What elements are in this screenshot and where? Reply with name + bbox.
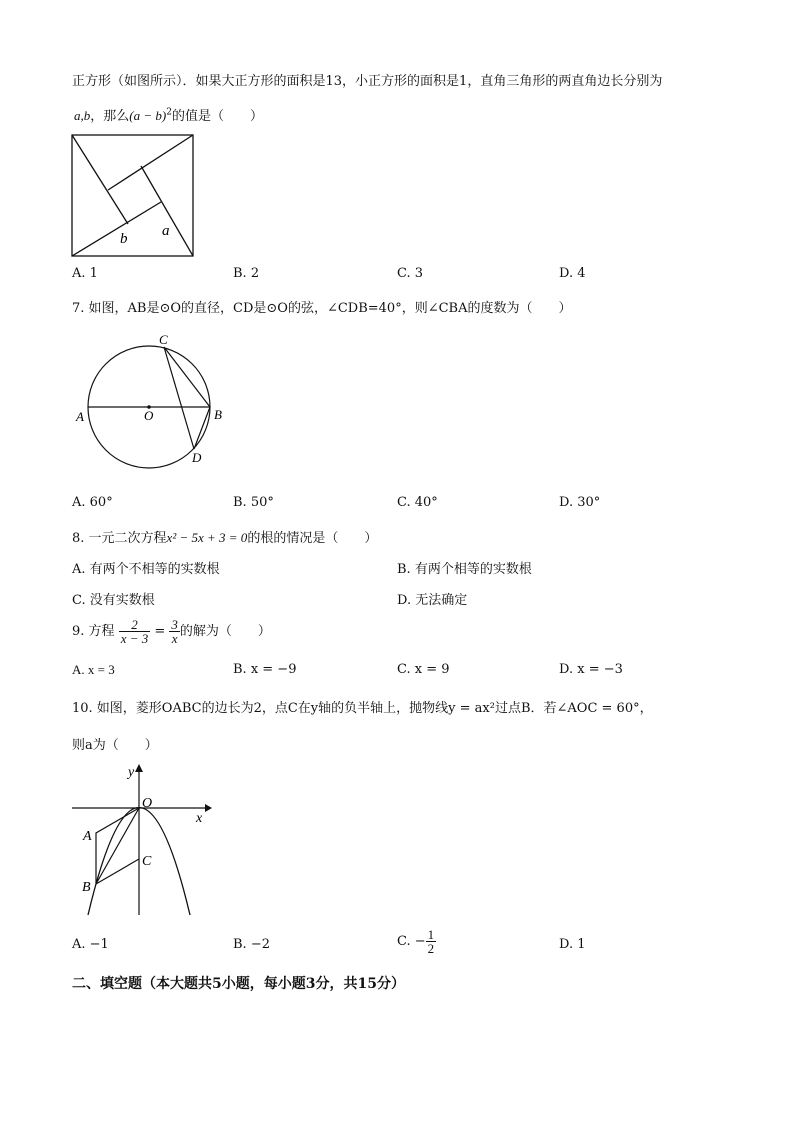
q8-option-a[interactable]: A. 有两个不相等的实数根 bbox=[72, 562, 220, 577]
q6-line2 bbox=[74, 105, 263, 124]
q6-sup: 2 bbox=[166, 107, 172, 118]
q9-stem-post: 的解为（ ） bbox=[179, 624, 271, 639]
q10-option-c-label: C. bbox=[397, 934, 411, 949]
q10-option-c-sign: − bbox=[414, 934, 426, 949]
q6-expr: (a − b) bbox=[129, 108, 167, 123]
q10-label-c: C bbox=[142, 854, 152, 869]
q10-optc-num: 1 bbox=[427, 927, 435, 942]
q10-option-c-fraction bbox=[426, 928, 437, 955]
q7-label-c: C bbox=[159, 332, 168, 347]
segment-ob bbox=[96, 808, 139, 884]
q7-stem: 7. 如图，AB是⊙O的直径，CD是⊙O的弦，∠CDB=40°，则∠CBA的度数为（ ） bbox=[72, 301, 572, 316]
q10-option-d[interactable]: D. 1 bbox=[559, 937, 586, 952]
q7-option-a[interactable]: A. 60° bbox=[72, 495, 113, 510]
q7-label-d: D bbox=[192, 450, 202, 465]
q8-stem-pre: 8. 一元二次方程 bbox=[72, 531, 167, 546]
q6-option-a[interactable]: A. 1 bbox=[72, 266, 98, 281]
section2-title: 二、填空题（本大题共5小题，每小题3分，共15分） bbox=[72, 976, 405, 992]
q6-option-d[interactable]: D. 4 bbox=[559, 266, 586, 281]
q6-line-1 bbox=[72, 135, 128, 224]
q8-option-c[interactable]: C. 没有实数根 bbox=[72, 593, 155, 608]
q8-option-d[interactable]: D. 无法确定 bbox=[397, 593, 468, 608]
chord-cb bbox=[164, 347, 210, 407]
q10-label-y: y bbox=[128, 765, 135, 780]
chord-cd bbox=[164, 347, 194, 449]
q10-label-a: A bbox=[83, 829, 92, 844]
q10-option-c[interactable] bbox=[397, 928, 436, 955]
q10-label-x: x bbox=[196, 811, 203, 826]
q6-option-b[interactable]: B. 2 bbox=[233, 266, 260, 281]
q9-fraction-1 bbox=[119, 618, 151, 645]
q7-label-b: B bbox=[214, 407, 222, 422]
q6-end: 的值是（ ） bbox=[171, 109, 263, 124]
q9-frac2-num: 3 bbox=[171, 617, 178, 632]
q7-option-b[interactable]: B. 50° bbox=[233, 495, 274, 510]
q6-line1: 正方形（如图所示）．如果大正方形的面积是13，小正方形的面积是1，直角三角形的两直角边长分别为 bbox=[72, 74, 663, 89]
q8-stem bbox=[72, 527, 377, 546]
q7-label-o: O bbox=[144, 408, 154, 423]
q9-option-a[interactable]: A. x = 3 bbox=[72, 662, 115, 677]
outer-square bbox=[72, 135, 193, 256]
q7-option-d[interactable]: D. 30° bbox=[559, 495, 601, 510]
q8-stem-post: 的根的情况是（ ） bbox=[247, 531, 378, 546]
q6-label-b: b bbox=[120, 231, 128, 247]
q9-frac1-num: 2 bbox=[119, 618, 151, 632]
y-axis-arrow bbox=[135, 764, 143, 772]
q7-option-c[interactable]: C. 40° bbox=[397, 495, 438, 510]
q10-optc-den: 2 bbox=[427, 941, 435, 956]
q6-square-figure bbox=[71, 133, 195, 257]
q6-vars: a,b bbox=[74, 108, 91, 123]
q10-option-a[interactable]: A. −1 bbox=[72, 937, 109, 952]
q9-frac1-den: x − 3 bbox=[120, 631, 149, 646]
q7-circle-figure bbox=[72, 330, 232, 470]
q9-option-c[interactable]: C. x = 9 bbox=[397, 662, 450, 677]
q6-line-2 bbox=[72, 202, 161, 256]
q10-line2: 则a为（ ） bbox=[72, 738, 158, 753]
q9-option-d[interactable]: D. x = −3 bbox=[559, 662, 623, 677]
x-axis-arrow bbox=[205, 804, 212, 812]
q8-option-b[interactable]: B. 有两个相等的实数根 bbox=[397, 562, 532, 577]
q10-line1: 10. 如图，菱形OABC的边长为2，点C在y轴的负半轴上，抛物线y = ax²过点B．若∠AOC = 60°， bbox=[72, 701, 653, 716]
q7-label-a: A bbox=[76, 409, 84, 424]
q9-frac2-den: x bbox=[171, 631, 178, 646]
q9-equals: = bbox=[154, 624, 166, 639]
q8-equation: x² − 5x + 3 = 0 bbox=[166, 530, 248, 545]
q9-stem-pre: 9. 方程 bbox=[72, 624, 115, 639]
q10-label-o: O bbox=[142, 796, 153, 811]
q10-label-b: B bbox=[82, 880, 91, 895]
q6-option-c[interactable]: C. 3 bbox=[397, 266, 424, 281]
q6-mid: ，那么 bbox=[90, 109, 130, 124]
q6-line-3 bbox=[141, 166, 193, 256]
q9-stem bbox=[72, 618, 271, 645]
q6-label-a: a bbox=[162, 223, 170, 239]
chord-bd bbox=[194, 407, 210, 449]
q9-option-b[interactable]: B. x = −9 bbox=[233, 662, 297, 677]
q10-parabola-figure bbox=[72, 760, 222, 920]
q9-fraction-2 bbox=[169, 618, 180, 645]
q10-option-b[interactable]: B. −2 bbox=[233, 937, 270, 952]
